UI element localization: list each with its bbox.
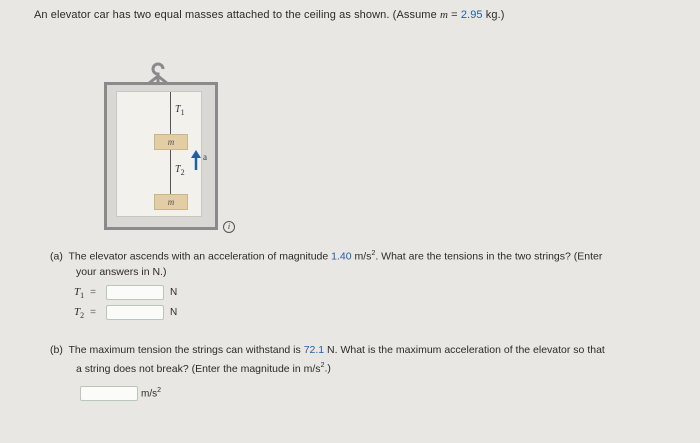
rope-top: [170, 92, 171, 134]
part-a-question: (a) The elevator ascends with an acceleration of magnitude 1.40 $m/s^2$. What are the tensions in the two strings? (Enter your answers in N.): [50, 250, 603, 278]
t2-answer-row: $T_2$ = N: [74, 305, 178, 320]
t1-answer-row: $T_1$ = N: [74, 285, 178, 300]
info-icon[interactable]: i: [223, 221, 235, 233]
t2-input[interactable]: [106, 305, 164, 320]
elevator-interior: [116, 91, 202, 217]
part-b-label: (b): [50, 344, 63, 356]
t1-unit: N: [169, 287, 178, 298]
mass-bottom: m: [154, 194, 188, 210]
t2-label: $T_2$: [175, 164, 185, 177]
elevator-figure: [100, 62, 220, 230]
t1-label: $T_1$: [175, 104, 185, 117]
t1-input[interactable]: [106, 285, 164, 300]
t2-var: $T_2$: [74, 305, 85, 320]
mass-variable: m: [439, 9, 448, 21]
part-a-label: (a): [50, 250, 63, 263]
t1-var: $T_1$: [74, 285, 85, 300]
acceleration-label: a: [203, 152, 207, 162]
rope-bottom: [170, 150, 171, 194]
acceleration-unit: $m/s^2$: [141, 387, 162, 400]
t2-unit: N: [169, 307, 178, 318]
acceleration-value: 1.40: [331, 250, 352, 263]
tension-value: 72.1: [303, 344, 325, 356]
acceleration-answer-row: [80, 386, 161, 401]
part-b-question: (b) The maximum tension the strings can withstand is 72.1 N. What is the maximum acceleration of the elevator so that a string does not break? (Enter the magnitude in $m/s^2$.): [50, 344, 605, 375]
elevator-car: [104, 82, 218, 230]
mass-top: m: [154, 134, 188, 150]
problem-statement: [34, 9, 505, 21]
max-acceleration-input[interactable]: [80, 386, 138, 401]
mass-unit: kg.): [482, 9, 505, 21]
problem-intro: An elevator car has two equal masses attached to the ceiling as shown. (Assume: [34, 9, 440, 21]
mass-value: 2.95: [460, 9, 483, 21]
problem-eq: =: [448, 9, 461, 21]
acceleration-arrow-icon: [191, 150, 201, 170]
